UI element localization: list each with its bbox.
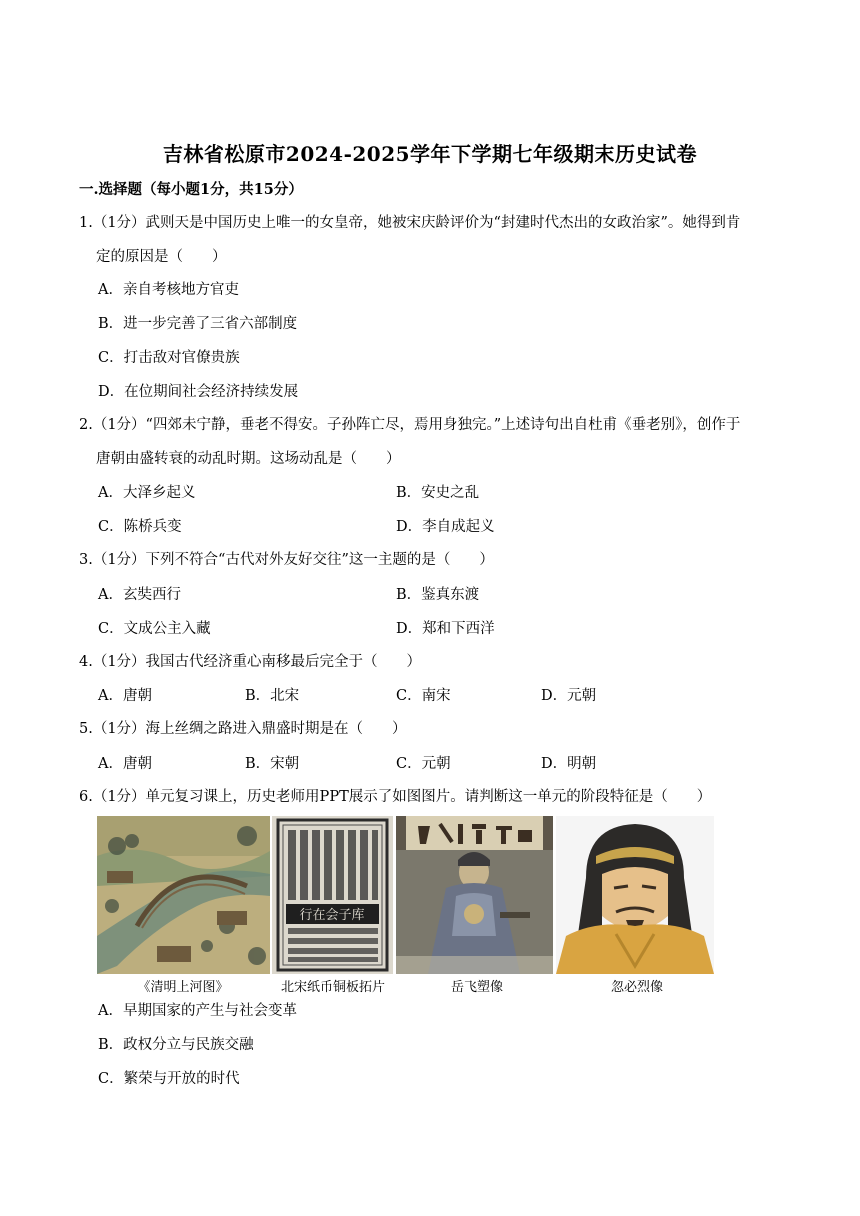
question-3-option-b[interactable]: B．鉴真东渡 — [396, 587, 480, 603]
question-2-option-b[interactable]: B．安史之乱 — [396, 485, 480, 501]
question-4-option-b[interactable]: B．北宋 — [245, 688, 300, 704]
caption-banknote-plate: 北宋纸币铜板拓片 — [280, 980, 385, 995]
question-3-option-c[interactable]: C．文成公主入藏 — [98, 621, 211, 637]
caption-qingming-painting: 《清明上河图》 — [137, 980, 229, 995]
question-3-stem: 3.（1分）下列不符合“古代对外友好交往”这一主题的是（ ） — [79, 552, 494, 568]
question-2-option-c[interactable]: C．陈桥兵变 — [98, 519, 182, 535]
question-2 — [79, 408, 784, 476]
question-5-option-b[interactable]: B．宋朝 — [245, 756, 300, 772]
question-1-option-b[interactable]: B．进一步完善了三省六部制度 — [98, 316, 298, 332]
question-4-stem: 4.（1分）我国古代经济重心南移最后完全于（ ） — [79, 654, 422, 670]
question-5-option-a[interactable]: A．唐朝 — [98, 756, 152, 772]
kublai-khan-portrait-image — [556, 816, 714, 974]
question-6-option-b[interactable]: B．政权分立与民族交融 — [98, 1037, 254, 1053]
question-1-option-a[interactable]: A．亲自考核地方官吏 — [98, 282, 239, 298]
banknote-plate-image — [272, 816, 393, 974]
question-6-option-a[interactable]: A．早期国家的产生与社会变革 — [98, 1003, 297, 1019]
qingming-painting-image — [97, 816, 270, 974]
caption-yue-fei-statue: 岳飞塑像 — [450, 980, 503, 995]
question-6-option-c[interactable]: C．繁荣与开放的时代 — [98, 1071, 240, 1087]
yue-fei-statue-image — [396, 816, 553, 974]
section-heading: 一.选择题（每小题1分，共15分） — [79, 181, 303, 198]
question-2-stem-line2: 唐朝由盛转衰的动乱时期。这场动乱是（ ） — [96, 451, 401, 467]
caption-kublai-khan: 忽必烈像 — [610, 980, 663, 995]
question-1-option-c[interactable]: C．打击敌对官僚贵族 — [98, 350, 240, 366]
question-5-option-c[interactable]: C．元朝 — [396, 756, 451, 772]
question-6-image-strip — [97, 816, 715, 994]
question-4-option-a[interactable]: A．唐朝 — [98, 688, 152, 704]
question-5-stem: 5.（1分）海上丝绸之路进入鼎盛时期是在（ ） — [79, 721, 407, 737]
question-1-stem-line1: 1.（1分）武则天是中国历史上唯一的女皇帝，她被宋庆龄评价为“封建时代杰出的女政治家”。她得到肯 — [79, 215, 741, 231]
question-4-option-c[interactable]: C．南宋 — [396, 688, 451, 704]
question-6 — [79, 780, 784, 814]
question-3-option-a[interactable]: A．玄奘西行 — [98, 587, 181, 603]
question-1-option-d[interactable]: D．在位期间社会经济持续发展 — [98, 384, 299, 400]
question-4 — [79, 645, 784, 679]
question-1-stem-line2: 定的原因是（ ） — [96, 249, 227, 265]
question-2-option-a[interactable]: A．大泽乡起义 — [98, 485, 196, 501]
plate-inscription-text: 行在会子库 — [299, 908, 365, 923]
question-2-option-d[interactable]: D．李自成起义 — [396, 519, 495, 535]
question-3-option-d[interactable]: D．郑和下西洋 — [396, 621, 495, 637]
question-5-option-d[interactable]: D．明朝 — [541, 756, 597, 772]
question-4-option-d[interactable]: D．元朝 — [541, 688, 597, 704]
question-2-stem-line1: 2.（1分）“四郊未宁静，垂老不得安。子孙阵亡尽，焉用身独完。”上述诗句出自杜甫《垂老别》，创作于 — [79, 417, 741, 433]
question-1 — [79, 206, 784, 274]
page-title: 吉林省松原市2024-2025学年下学期七年级期末历史试卷 — [162, 142, 698, 166]
question-6-stem: 6.（1分）单元复习课上，历史老师用PPT展示了如图图片。请判断这一单元的阶段特征是（ ） — [79, 789, 712, 805]
question-3 — [79, 543, 784, 577]
question-5 — [79, 712, 784, 746]
